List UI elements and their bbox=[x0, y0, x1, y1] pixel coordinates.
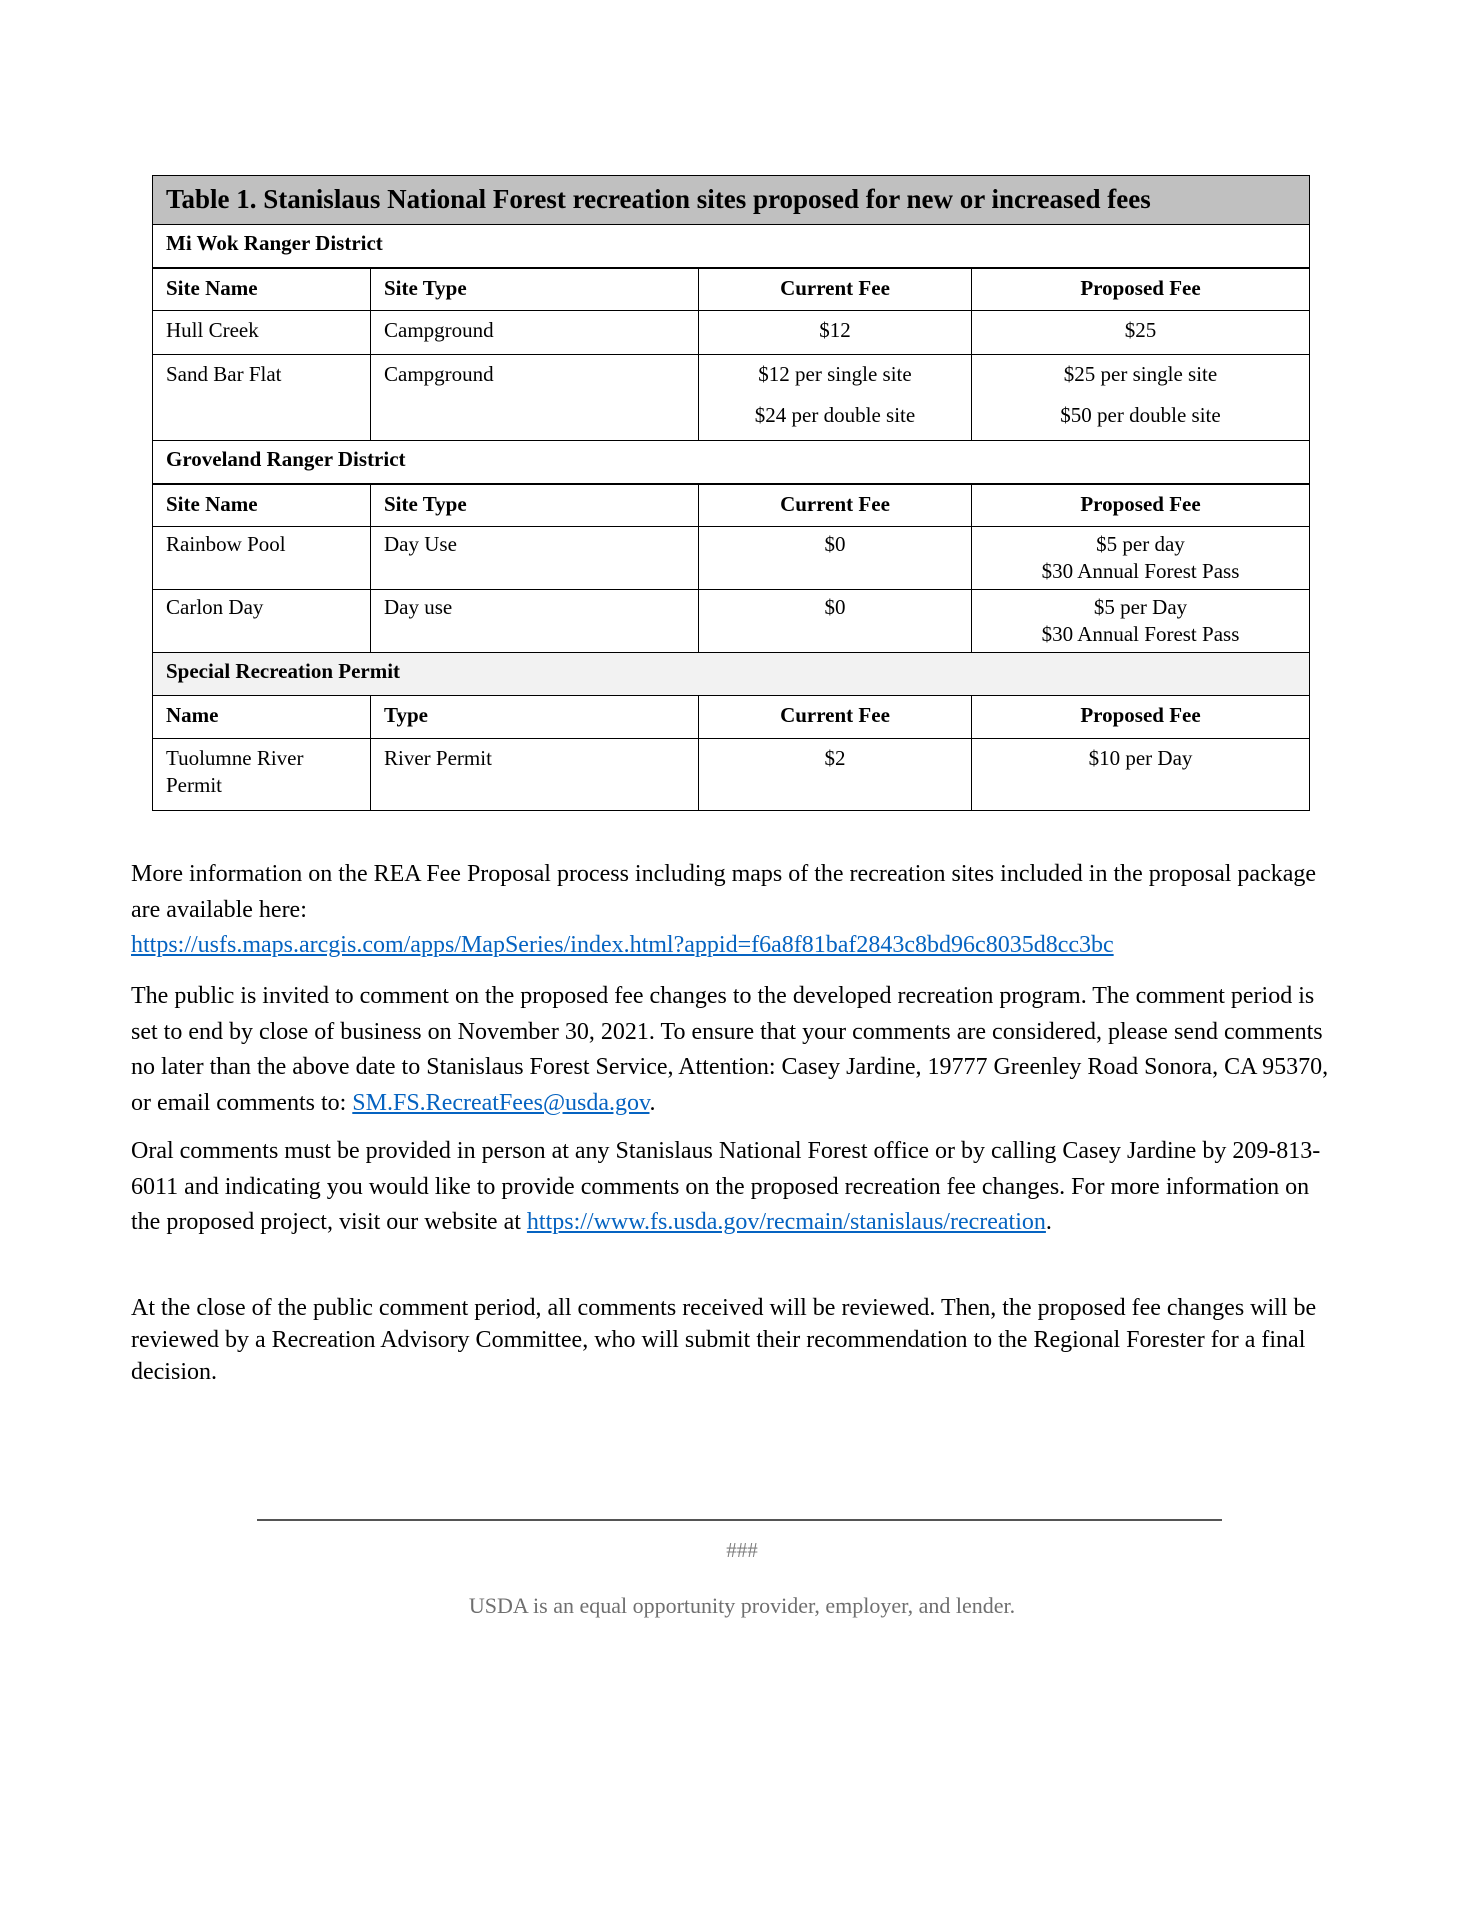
site-type: Campground bbox=[371, 311, 699, 355]
site-type: Day Use bbox=[371, 527, 699, 590]
column-header-row bbox=[153, 484, 1310, 527]
fee-table bbox=[152, 175, 1310, 811]
proposed-fee-line: $5 per day bbox=[1096, 532, 1185, 556]
column-header: Name bbox=[153, 696, 371, 739]
oral-comments-text: Oral comments must be provided in person at any Stanislaus National Forest office or by calling Casey Jardine by 209-813-6011 and indicating you would like to provide comments on the proposed recreation fee changes. For more information on the proposed project, visit our website at bbox=[131, 1138, 1321, 1235]
footer-divider bbox=[257, 1519, 1222, 1521]
table-row bbox=[153, 739, 1310, 811]
proposed-fee-line: $5 per Day bbox=[1093, 595, 1188, 619]
equal-opportunity-statement: USDA is an equal opportunity provider, employer, and lender. bbox=[468, 1593, 1016, 1618]
current-fee: $0 bbox=[699, 590, 972, 653]
table-title: Table 1. Stanislaus National Forest recreation sites proposed for new or increased fees bbox=[153, 176, 1310, 225]
district-row bbox=[153, 653, 1310, 696]
column-header: Proposed Fee bbox=[972, 484, 1310, 527]
site-name: Tuolumne River Permit bbox=[153, 739, 371, 811]
email-link[interactable]: SM.FS.RecreatFees@usda.gov bbox=[352, 1089, 650, 1116]
column-header: Current Fee bbox=[699, 268, 972, 311]
table-title-row bbox=[153, 176, 1310, 225]
proposed-fee-line: $50 per double site bbox=[1060, 403, 1221, 427]
public-comment-paragraph bbox=[131, 979, 1331, 1121]
current-fee: $12 bbox=[699, 311, 972, 355]
site-name: Carlon Day bbox=[153, 590, 371, 653]
current-fee-line: $24 per double site bbox=[754, 403, 916, 427]
current-fee: $0 bbox=[699, 527, 972, 590]
column-header: Site Type bbox=[371, 484, 699, 527]
column-header: Proposed Fee bbox=[972, 268, 1310, 311]
proposed-fee bbox=[972, 527, 1310, 590]
column-header: Current Fee bbox=[699, 696, 972, 739]
table-row bbox=[153, 355, 1310, 441]
column-header-row bbox=[153, 696, 1310, 739]
site-name: Sand Bar Flat bbox=[153, 355, 371, 441]
site-type: Campground bbox=[371, 355, 699, 441]
site-name: Rainbow Pool bbox=[153, 527, 371, 590]
current-fee bbox=[699, 355, 972, 441]
district-heading: Groveland Ranger District bbox=[153, 441, 1310, 484]
proposed-fee-line: $30 Annual Forest Pass bbox=[1041, 622, 1240, 646]
column-header: Site Name bbox=[153, 484, 371, 527]
table-row bbox=[153, 311, 1310, 355]
public-comment-text: The public is invited to comment on the proposed fee changes to the developed recreation program. The comment period is set to end by close of business on November 30, 2021. To ensure that your comments are considered, please send comments no later than the above date to Stanislaus Forest Service, Attention: Casey Jardine, 19777 Greenley Road Sonora, CA 95370, or email comments to: bbox=[131, 983, 1329, 1116]
district-heading: Mi Wok Ranger District bbox=[153, 225, 1310, 268]
current-fee: $2 bbox=[699, 739, 972, 811]
proposed-fee bbox=[972, 355, 1310, 441]
more-info-paragraph bbox=[131, 857, 1331, 964]
proposed-fee: $10 per Day bbox=[972, 739, 1310, 811]
column-header: Site Name bbox=[153, 268, 371, 311]
table-row bbox=[153, 527, 1310, 590]
oral-comments-paragraph bbox=[131, 1134, 1331, 1241]
site-type: Day use bbox=[371, 590, 699, 653]
punctuation: . bbox=[649, 1089, 656, 1116]
proposed-fee bbox=[972, 590, 1310, 653]
column-header-row bbox=[153, 268, 1310, 311]
site-name: Hull Creek bbox=[153, 311, 371, 355]
proposed-fee-line: $25 per single site bbox=[1063, 362, 1218, 386]
arcgis-map-link[interactable]: https://usfs.maps.arcgis.com/apps/MapSeries/index.html?appid=f6a8f81baf2843c8bd96c8035d8cc3bc bbox=[131, 932, 1114, 958]
district-heading: Special Recreation Permit bbox=[153, 653, 1310, 696]
district-row bbox=[153, 225, 1310, 268]
column-header: Site Type bbox=[371, 268, 699, 311]
closing-paragraph: At the close of the public comment period, all comments received will be reviewed. Then, the proposed fee changes will be reviewed by a Recreation Advisory Committee, who will submit their recommendation to the Regional Forester for a final decision. bbox=[131, 1295, 1317, 1385]
column-header: Current Fee bbox=[699, 484, 972, 527]
proposed-fee: $25 bbox=[972, 311, 1310, 355]
recreation-website-link[interactable]: https://www.fs.usda.gov/recmain/stanislaus/recreation bbox=[526, 1209, 1046, 1235]
more-info-text: More information on the REA Fee Proposal process including maps of the recreation sites included in the proposal package are available here: bbox=[131, 861, 1317, 923]
table-row bbox=[153, 590, 1310, 653]
column-header: Type bbox=[371, 696, 699, 739]
district-row bbox=[153, 441, 1310, 484]
end-mark: ### bbox=[726, 1538, 758, 1562]
proposed-fee-line: $30 Annual Forest Pass bbox=[1041, 559, 1240, 583]
punctuation: . bbox=[1045, 1209, 1052, 1235]
site-type: River Permit bbox=[371, 739, 699, 811]
current-fee-line: $12 per single site bbox=[758, 362, 912, 386]
column-header: Proposed Fee bbox=[972, 696, 1310, 739]
